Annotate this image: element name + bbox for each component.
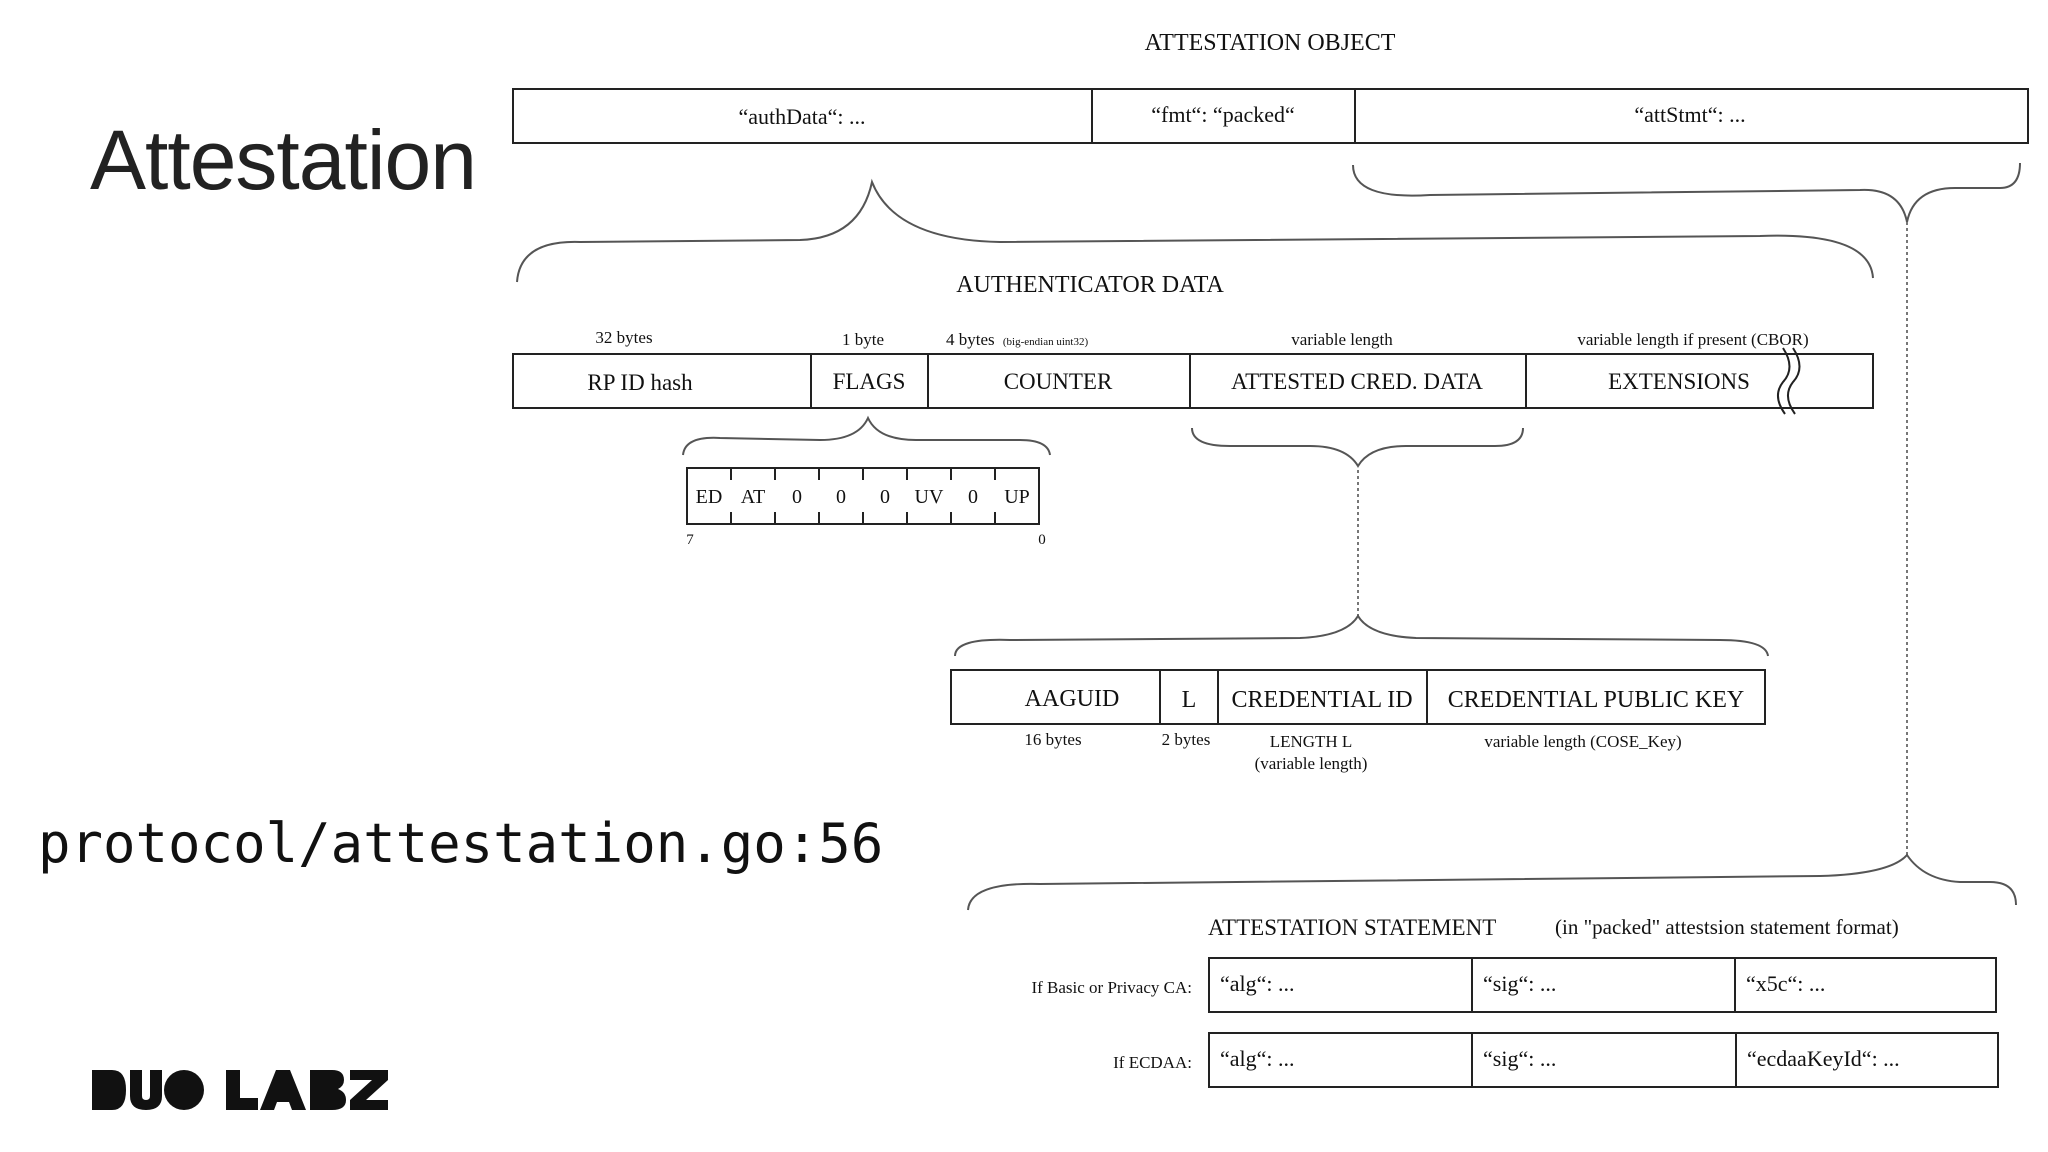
- brace-attstmt: [1353, 163, 2020, 222]
- flags-bit-3: 0: [836, 486, 846, 508]
- size-public-key: variable length (COSE_Key): [1484, 732, 1682, 751]
- size-l: 2 bytes: [1161, 730, 1211, 749]
- size-credential-id-1: LENGTH L: [1269, 732, 1353, 751]
- field-rp-id-hash: RP ID hash: [587, 370, 693, 395]
- basic-x5c: “x5c“: ...: [1746, 971, 1826, 996]
- size-counter: 4 bytes (big-endian uint32): [946, 330, 1089, 349]
- attestation-statement-note: (in "packed" attestsion statement format): [1555, 915, 1899, 939]
- field-attested-cred-data: ATTESTED CRED. DATA: [1231, 369, 1483, 394]
- basic-alg: “alg“: ...: [1220, 971, 1295, 996]
- row-label-basic: If Basic or Privacy CA:: [1031, 978, 1192, 997]
- ecdaa-alg: “alg“: ...: [1220, 1046, 1295, 1071]
- ecdaa-sig: “sig“: ...: [1483, 1046, 1557, 1071]
- brace-authdata: [517, 182, 1873, 282]
- row-label-ecdaa: If ECDAA:: [1113, 1053, 1192, 1072]
- field-credential-id: CREDENTIAL ID: [1231, 687, 1413, 713]
- field-counter: COUNTER: [1003, 369, 1113, 394]
- size-rp-id-hash: 32 bytes: [595, 328, 653, 347]
- flags-msb-label: 7: [686, 532, 694, 548]
- brace-attested: [1192, 428, 1523, 466]
- brace-flags: [683, 418, 1050, 455]
- code-reference: protocol/attestation.go:56: [38, 812, 884, 875]
- statement-row-basic: [1209, 958, 1996, 1012]
- field-l: L: [1181, 687, 1197, 713]
- size-aaguid: 16 bytes: [1024, 730, 1082, 749]
- flags-bit-4: 0: [880, 486, 890, 508]
- flags-lsb-label: 0: [1038, 532, 1046, 548]
- brace-attested-fields: [955, 616, 1768, 656]
- flags-bit-7: UP: [1004, 486, 1030, 508]
- field-flags: FLAGS: [832, 369, 906, 394]
- basic-sig: “sig“: ...: [1483, 971, 1557, 996]
- field-extensions: EXTENSIONS: [1608, 369, 1750, 394]
- attestation-object-title: ATTESTATION OBJECT: [1144, 30, 1396, 56]
- ecdaa-keyid: “ecdaaKeyId“: ...: [1747, 1046, 1900, 1071]
- size-extensions: variable length if present (CBOR): [1577, 330, 1809, 349]
- flags-bit-6: 0: [968, 486, 978, 508]
- field-aaguid: AAGUID: [1024, 686, 1120, 712]
- brace-attestation-statement: [968, 855, 2016, 910]
- field-authdata: “authData“: ...: [738, 104, 866, 129]
- field-attstmt: “attStmt“: ...: [1634, 102, 1746, 127]
- size-flags: 1 byte: [841, 330, 885, 349]
- flags-bit-5: UV: [914, 486, 944, 508]
- authenticator-data-title: AUTHENTICATOR DATA: [956, 272, 1224, 298]
- size-attested: variable length: [1291, 330, 1393, 349]
- field-credential-public-key: CREDENTIAL PUBLIC KEY: [1447, 687, 1745, 713]
- flags-byte-register: [687, 468, 1039, 524]
- attestation-statement-title: ATTESTATION STATEMENT: [1208, 915, 1497, 940]
- flags-bit-2: 0: [792, 486, 802, 508]
- flags-bit-1: AT: [740, 486, 766, 508]
- slide-title: Attestation: [90, 113, 476, 207]
- flags-bit-0: ED: [695, 486, 723, 508]
- field-fmt: “fmt“: “packed“: [1151, 102, 1295, 127]
- size-credential-id-2: (variable length): [1254, 754, 1368, 773]
